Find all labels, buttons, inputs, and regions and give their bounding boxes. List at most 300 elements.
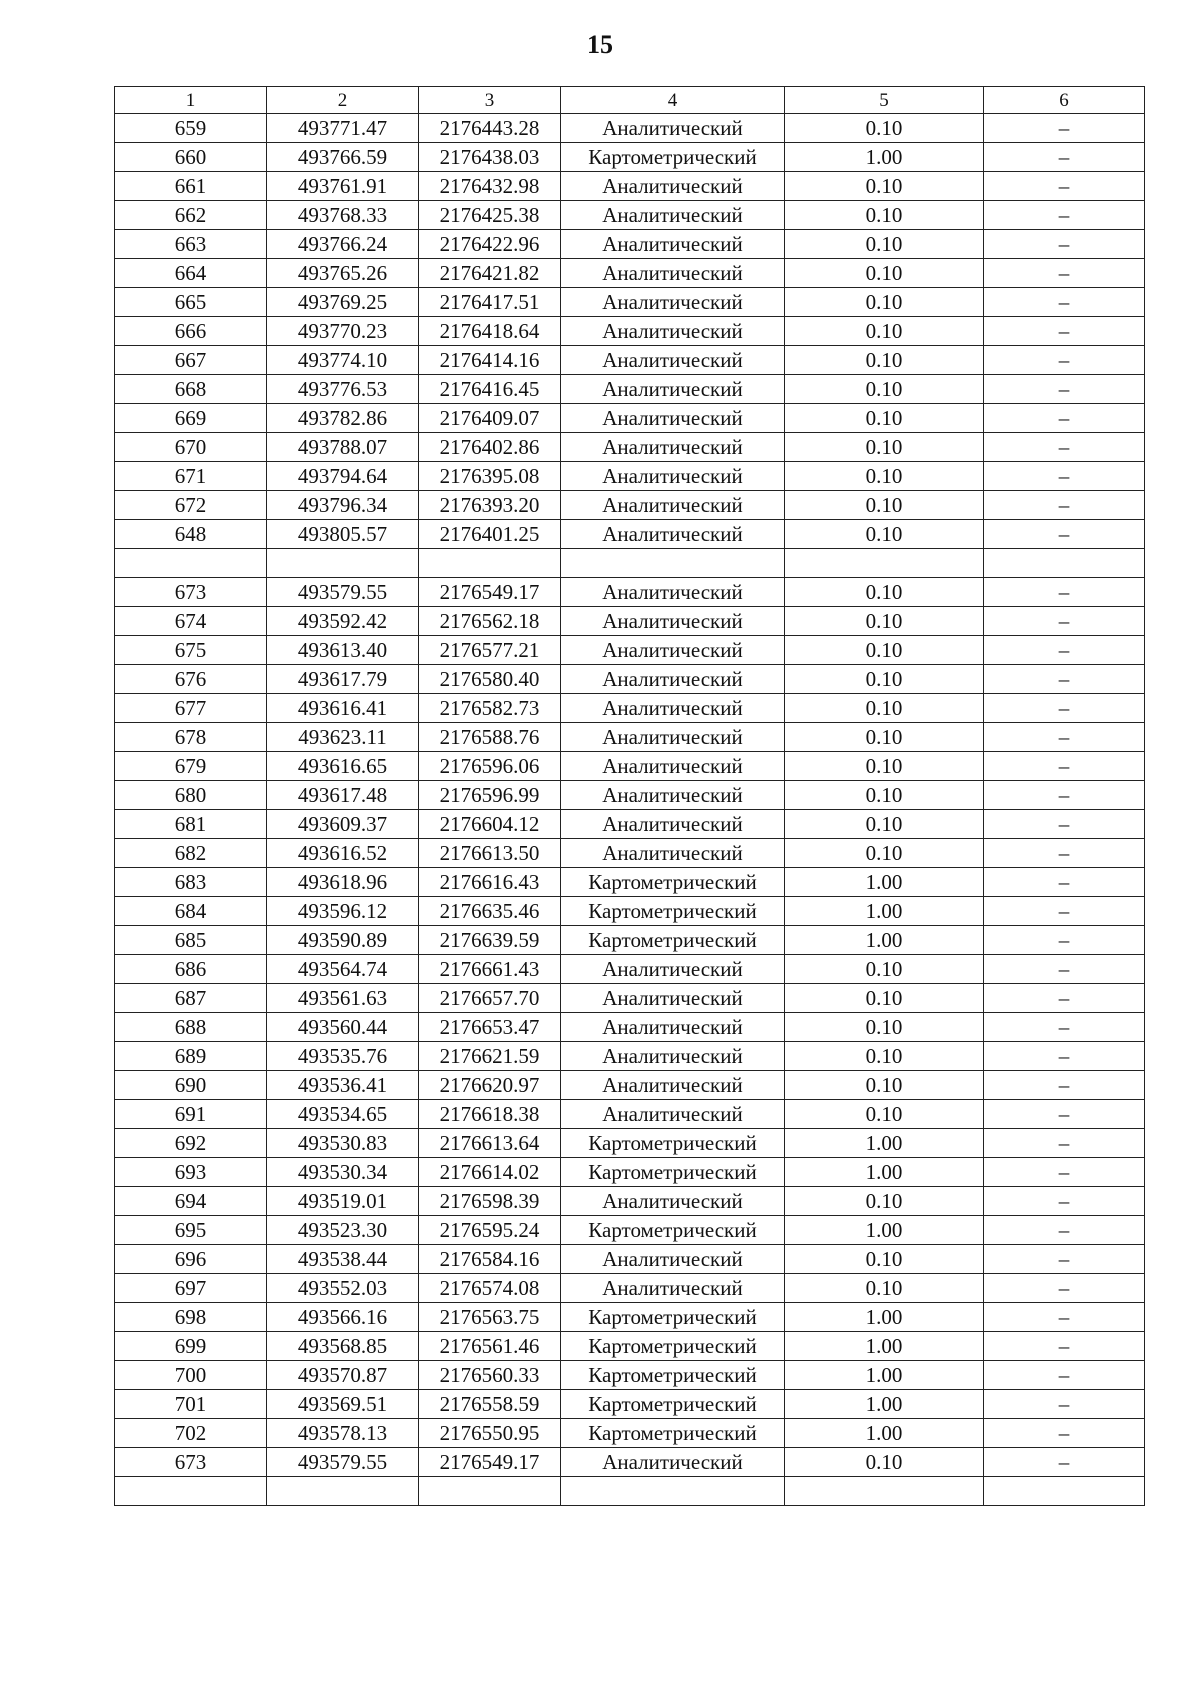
x-coordinate-cell: 493569.51 — [267, 1390, 419, 1419]
accuracy-cell: 0.10 — [785, 230, 984, 259]
table-row — [115, 549, 1145, 578]
x-coordinate-cell: 493616.65 — [267, 752, 419, 781]
table-row — [115, 578, 1145, 607]
point-number-cell: 667 — [115, 346, 267, 375]
note-cell: – — [984, 520, 1145, 549]
table-row — [115, 1129, 1145, 1158]
table-row — [115, 143, 1145, 172]
x-coordinate-cell: 493535.76 — [267, 1042, 419, 1071]
accuracy-cell: 0.10 — [785, 984, 984, 1013]
method-cell: Аналитический — [561, 1245, 785, 1274]
x-coordinate-cell: 493530.83 — [267, 1129, 419, 1158]
method-cell: Аналитический — [561, 230, 785, 259]
method-cell: Картометрический — [561, 1419, 785, 1448]
y-coordinate-cell: 2176549.17 — [419, 578, 561, 607]
point-number-cell: 677 — [115, 694, 267, 723]
y-coordinate-cell: 2176657.70 — [419, 984, 561, 1013]
x-coordinate-cell: 493769.25 — [267, 288, 419, 317]
point-number-cell: 682 — [115, 839, 267, 868]
point-number-cell: 673 — [115, 1448, 267, 1477]
point-number-cell: 694 — [115, 1187, 267, 1216]
accuracy-cell: 1.00 — [785, 868, 984, 897]
note-cell: – — [984, 1158, 1145, 1187]
x-coordinate-cell: 493538.44 — [267, 1245, 419, 1274]
point-number-cell: 681 — [115, 810, 267, 839]
x-coordinate-cell: 493519.01 — [267, 1187, 419, 1216]
x-coordinate-cell: 493566.16 — [267, 1303, 419, 1332]
note-cell: – — [984, 1245, 1145, 1274]
note-cell: – — [984, 723, 1145, 752]
note-cell: – — [984, 665, 1145, 694]
point-number-cell: 648 — [115, 520, 267, 549]
x-coordinate-cell: 493596.12 — [267, 897, 419, 926]
method-cell: Аналитический — [561, 1071, 785, 1100]
accuracy-cell: 0.10 — [785, 839, 984, 868]
note-cell: – — [984, 607, 1145, 636]
note-cell: – — [984, 1042, 1145, 1071]
method-cell: Картометрический — [561, 1303, 785, 1332]
x-coordinate-cell: 493770.23 — [267, 317, 419, 346]
y-coordinate-cell: 2176402.86 — [419, 433, 561, 462]
note-cell: – — [984, 839, 1145, 868]
accuracy-cell: 0.10 — [785, 578, 984, 607]
point-number-cell: 686 — [115, 955, 267, 984]
table-row — [115, 259, 1145, 288]
y-coordinate-cell: 2176584.16 — [419, 1245, 561, 1274]
table-row — [115, 1071, 1145, 1100]
column-header: 1 — [115, 87, 267, 114]
accuracy-cell: 0.10 — [785, 520, 984, 549]
note-cell: – — [984, 1448, 1145, 1477]
x-coordinate-cell: 493523.30 — [267, 1216, 419, 1245]
accuracy-cell: 0.10 — [785, 781, 984, 810]
x-coordinate-cell: 493776.53 — [267, 375, 419, 404]
table-row — [115, 1013, 1145, 1042]
method-cell: Аналитический — [561, 839, 785, 868]
y-coordinate-cell: 2176616.43 — [419, 868, 561, 897]
table-row — [115, 1216, 1145, 1245]
note-cell: – — [984, 375, 1145, 404]
method-cell: Аналитический — [561, 1448, 785, 1477]
accuracy-cell: 0.10 — [785, 114, 984, 143]
table-row — [115, 723, 1145, 752]
note-cell: – — [984, 1390, 1145, 1419]
point-number-cell: 680 — [115, 781, 267, 810]
point-number-cell: 687 — [115, 984, 267, 1013]
accuracy-cell: 1.00 — [785, 1129, 984, 1158]
accuracy-cell: 1.00 — [785, 926, 984, 955]
y-coordinate-cell: 2176639.59 — [419, 926, 561, 955]
method-cell: Аналитический — [561, 607, 785, 636]
point-number-cell: 691 — [115, 1100, 267, 1129]
note-cell: – — [984, 955, 1145, 984]
note-cell: – — [984, 491, 1145, 520]
y-coordinate-cell: 2176598.39 — [419, 1187, 561, 1216]
note-cell: – — [984, 781, 1145, 810]
method-cell: Аналитический — [561, 752, 785, 781]
table-row — [115, 1419, 1145, 1448]
note-cell: – — [984, 230, 1145, 259]
x-coordinate-cell: 493794.64 — [267, 462, 419, 491]
point-number-cell: 683 — [115, 868, 267, 897]
table-row — [115, 752, 1145, 781]
x-coordinate-cell: 493623.11 — [267, 723, 419, 752]
method-cell: Картометрический — [561, 1216, 785, 1245]
accuracy-cell: 0.10 — [785, 172, 984, 201]
y-coordinate-cell: 2176653.47 — [419, 1013, 561, 1042]
x-coordinate-cell — [267, 1477, 419, 1506]
y-coordinate-cell: 2176401.25 — [419, 520, 561, 549]
table-row — [115, 839, 1145, 868]
x-coordinate-cell: 493766.24 — [267, 230, 419, 259]
x-coordinate-cell: 493765.26 — [267, 259, 419, 288]
table-body — [115, 114, 1145, 1506]
y-coordinate-cell: 2176549.17 — [419, 1448, 561, 1477]
y-coordinate-cell: 2176613.50 — [419, 839, 561, 868]
point-number-cell: 664 — [115, 259, 267, 288]
table-row — [115, 317, 1145, 346]
method-cell: Картометрический — [561, 1332, 785, 1361]
note-cell: – — [984, 1419, 1145, 1448]
method-cell: Аналитический — [561, 665, 785, 694]
method-cell: Аналитический — [561, 259, 785, 288]
accuracy-cell — [785, 549, 984, 578]
table-row — [115, 375, 1145, 404]
point-number-cell: 668 — [115, 375, 267, 404]
x-coordinate-cell: 493570.87 — [267, 1361, 419, 1390]
point-number-cell: 685 — [115, 926, 267, 955]
accuracy-cell: 0.10 — [785, 404, 984, 433]
note-cell: – — [984, 433, 1145, 462]
note-cell: – — [984, 114, 1145, 143]
y-coordinate-cell: 2176561.46 — [419, 1332, 561, 1361]
y-coordinate-cell: 2176421.82 — [419, 259, 561, 288]
y-coordinate-cell: 2176580.40 — [419, 665, 561, 694]
y-coordinate-cell: 2176416.45 — [419, 375, 561, 404]
accuracy-cell: 1.00 — [785, 143, 984, 172]
note-cell: – — [984, 1274, 1145, 1303]
note-cell: – — [984, 1100, 1145, 1129]
method-cell — [561, 549, 785, 578]
method-cell: Аналитический — [561, 491, 785, 520]
table-row — [115, 114, 1145, 143]
note-cell: – — [984, 810, 1145, 839]
x-coordinate-cell: 493568.85 — [267, 1332, 419, 1361]
table-row — [115, 404, 1145, 433]
accuracy-cell: 0.10 — [785, 694, 984, 723]
method-cell: Аналитический — [561, 1187, 785, 1216]
x-coordinate-cell: 493560.44 — [267, 1013, 419, 1042]
table-row — [115, 288, 1145, 317]
note-cell: – — [984, 984, 1145, 1013]
table-row — [115, 346, 1145, 375]
accuracy-cell: 0.10 — [785, 317, 984, 346]
accuracy-cell: 0.10 — [785, 1042, 984, 1071]
x-coordinate-cell: 493530.34 — [267, 1158, 419, 1187]
accuracy-cell: 0.10 — [785, 346, 984, 375]
method-cell — [561, 1477, 785, 1506]
x-coordinate-cell: 493617.79 — [267, 665, 419, 694]
x-coordinate-cell: 493578.13 — [267, 1419, 419, 1448]
accuracy-cell: 0.10 — [785, 201, 984, 230]
point-number-cell: 693 — [115, 1158, 267, 1187]
point-number-cell: 695 — [115, 1216, 267, 1245]
table-row — [115, 984, 1145, 1013]
note-cell: – — [984, 1071, 1145, 1100]
y-coordinate-cell: 2176574.08 — [419, 1274, 561, 1303]
accuracy-cell: 0.10 — [785, 1448, 984, 1477]
table-row — [115, 1332, 1145, 1361]
method-cell: Картометрический — [561, 1361, 785, 1390]
column-header: 3 — [419, 87, 561, 114]
table-row — [115, 520, 1145, 549]
point-number-cell: 674 — [115, 607, 267, 636]
method-cell: Картометрический — [561, 143, 785, 172]
x-coordinate-cell: 493768.33 — [267, 201, 419, 230]
method-cell: Аналитический — [561, 955, 785, 984]
y-coordinate-cell: 2176562.18 — [419, 607, 561, 636]
table-row — [115, 1448, 1145, 1477]
point-number-cell: 699 — [115, 1332, 267, 1361]
accuracy-cell: 0.10 — [785, 1245, 984, 1274]
x-coordinate-cell: 493616.41 — [267, 694, 419, 723]
method-cell: Аналитический — [561, 288, 785, 317]
y-coordinate-cell: 2176588.76 — [419, 723, 561, 752]
point-number-cell: 702 — [115, 1419, 267, 1448]
method-cell: Аналитический — [561, 317, 785, 346]
accuracy-cell: 0.10 — [785, 752, 984, 781]
x-coordinate-cell: 493796.34 — [267, 491, 419, 520]
point-number-cell: 673 — [115, 578, 267, 607]
point-number-cell: 701 — [115, 1390, 267, 1419]
note-cell: – — [984, 578, 1145, 607]
y-coordinate-cell: 2176550.95 — [419, 1419, 561, 1448]
method-cell: Картометрический — [561, 1129, 785, 1158]
note-cell: – — [984, 868, 1145, 897]
x-coordinate-cell: 493592.42 — [267, 607, 419, 636]
y-coordinate-cell: 2176417.51 — [419, 288, 561, 317]
y-coordinate-cell: 2176418.64 — [419, 317, 561, 346]
note-cell — [984, 1477, 1145, 1506]
table-row — [115, 491, 1145, 520]
method-cell: Картометрический — [561, 868, 785, 897]
x-coordinate-cell: 493761.91 — [267, 172, 419, 201]
note-cell: – — [984, 404, 1145, 433]
point-number-cell: 684 — [115, 897, 267, 926]
table-row — [115, 955, 1145, 984]
accuracy-cell: 0.10 — [785, 1274, 984, 1303]
y-coordinate-cell: 2176393.20 — [419, 491, 561, 520]
x-coordinate-cell: 493805.57 — [267, 520, 419, 549]
note-cell: – — [984, 1187, 1145, 1216]
table-row — [115, 868, 1145, 897]
note-cell: – — [984, 897, 1145, 926]
method-cell: Аналитический — [561, 1013, 785, 1042]
accuracy-cell — [785, 1477, 984, 1506]
note-cell: – — [984, 1013, 1145, 1042]
table-row — [115, 665, 1145, 694]
note-cell: – — [984, 317, 1145, 346]
method-cell: Аналитический — [561, 114, 785, 143]
accuracy-cell: 0.10 — [785, 723, 984, 752]
method-cell: Аналитический — [561, 1274, 785, 1303]
y-coordinate-cell: 2176620.97 — [419, 1071, 561, 1100]
point-number-cell: 663 — [115, 230, 267, 259]
accuracy-cell: 0.10 — [785, 1187, 984, 1216]
method-cell: Картометрический — [561, 1390, 785, 1419]
x-coordinate-cell: 493609.37 — [267, 810, 419, 839]
note-cell — [984, 549, 1145, 578]
x-coordinate-cell: 493579.55 — [267, 1448, 419, 1477]
method-cell: Картометрический — [561, 1158, 785, 1187]
page-number: 15 — [587, 30, 613, 59]
accuracy-cell: 0.10 — [785, 665, 984, 694]
accuracy-cell: 0.10 — [785, 491, 984, 520]
point-number-cell: 697 — [115, 1274, 267, 1303]
x-coordinate-cell: 493617.48 — [267, 781, 419, 810]
y-coordinate-cell: 2176618.38 — [419, 1100, 561, 1129]
y-coordinate-cell — [419, 549, 561, 578]
y-coordinate-cell: 2176582.73 — [419, 694, 561, 723]
accuracy-cell: 1.00 — [785, 1332, 984, 1361]
method-cell: Картометрический — [561, 897, 785, 926]
accuracy-cell: 0.10 — [785, 1013, 984, 1042]
accuracy-cell: 0.10 — [785, 433, 984, 462]
y-coordinate-cell: 2176395.08 — [419, 462, 561, 491]
method-cell: Аналитический — [561, 723, 785, 752]
note-cell: – — [984, 1361, 1145, 1390]
point-number-cell: 696 — [115, 1245, 267, 1274]
accuracy-cell: 0.10 — [785, 259, 984, 288]
x-coordinate-cell: 493564.74 — [267, 955, 419, 984]
y-coordinate-cell: 2176422.96 — [419, 230, 561, 259]
note-cell: – — [984, 1303, 1145, 1332]
table-row — [115, 433, 1145, 462]
y-coordinate-cell: 2176414.16 — [419, 346, 561, 375]
point-number-cell: 671 — [115, 462, 267, 491]
point-number-cell: 700 — [115, 1361, 267, 1390]
table-row — [115, 1042, 1145, 1071]
method-cell: Аналитический — [561, 201, 785, 230]
table-row — [115, 1361, 1145, 1390]
accuracy-cell: 0.10 — [785, 810, 984, 839]
note-cell: – — [984, 694, 1145, 723]
point-number-cell: 672 — [115, 491, 267, 520]
note-cell: – — [984, 1216, 1145, 1245]
point-number-cell: 666 — [115, 317, 267, 346]
x-coordinate-cell: 493561.63 — [267, 984, 419, 1013]
x-coordinate-cell: 493536.41 — [267, 1071, 419, 1100]
accuracy-cell: 1.00 — [785, 1303, 984, 1332]
note-cell: – — [984, 201, 1145, 230]
table-row — [115, 694, 1145, 723]
method-cell: Аналитический — [561, 433, 785, 462]
column-header: 6 — [984, 87, 1145, 114]
accuracy-cell: 0.10 — [785, 1100, 984, 1129]
accuracy-cell: 1.00 — [785, 1419, 984, 1448]
point-number-cell: 688 — [115, 1013, 267, 1042]
y-coordinate-cell: 2176563.75 — [419, 1303, 561, 1332]
point-number-cell — [115, 1477, 267, 1506]
method-cell: Аналитический — [561, 578, 785, 607]
x-coordinate-cell: 493771.47 — [267, 114, 419, 143]
x-coordinate-cell: 493590.89 — [267, 926, 419, 955]
x-coordinate-cell: 493613.40 — [267, 636, 419, 665]
note-cell: – — [984, 172, 1145, 201]
point-number-cell: 675 — [115, 636, 267, 665]
table-row — [115, 230, 1145, 259]
y-coordinate-cell: 2176621.59 — [419, 1042, 561, 1071]
x-coordinate-cell: 493552.03 — [267, 1274, 419, 1303]
point-number-cell: 676 — [115, 665, 267, 694]
x-coordinate-cell: 493766.59 — [267, 143, 419, 172]
table-row — [115, 1245, 1145, 1274]
point-number-cell: 659 — [115, 114, 267, 143]
x-coordinate-cell: 493618.96 — [267, 868, 419, 897]
point-number-cell: 678 — [115, 723, 267, 752]
table-row — [115, 1100, 1145, 1129]
note-cell: – — [984, 288, 1145, 317]
y-coordinate-cell: 2176438.03 — [419, 143, 561, 172]
method-cell: Аналитический — [561, 1042, 785, 1071]
method-cell: Аналитический — [561, 346, 785, 375]
table-row — [115, 926, 1145, 955]
y-coordinate-cell: 2176604.12 — [419, 810, 561, 839]
table-row — [115, 897, 1145, 926]
column-header: 2 — [267, 87, 419, 114]
note-cell: – — [984, 636, 1145, 665]
table-row — [115, 1390, 1145, 1419]
accuracy-cell: 0.10 — [785, 288, 984, 317]
accuracy-cell: 1.00 — [785, 897, 984, 926]
accuracy-cell: 0.10 — [785, 607, 984, 636]
table-row — [115, 1158, 1145, 1187]
x-coordinate-cell: 493579.55 — [267, 578, 419, 607]
y-coordinate-cell: 2176577.21 — [419, 636, 561, 665]
point-number-cell — [115, 549, 267, 578]
table-row — [115, 607, 1145, 636]
point-number-cell: 679 — [115, 752, 267, 781]
point-number-cell: 692 — [115, 1129, 267, 1158]
table-row — [115, 1477, 1145, 1506]
point-number-cell: 661 — [115, 172, 267, 201]
note-cell: – — [984, 346, 1145, 375]
accuracy-cell: 0.10 — [785, 375, 984, 404]
y-coordinate-cell: 2176613.64 — [419, 1129, 561, 1158]
y-coordinate-cell: 2176443.28 — [419, 114, 561, 143]
method-cell: Аналитический — [561, 1100, 785, 1129]
y-coordinate-cell: 2176560.33 — [419, 1361, 561, 1390]
y-coordinate-cell: 2176409.07 — [419, 404, 561, 433]
method-cell: Аналитический — [561, 636, 785, 665]
accuracy-cell: 0.10 — [785, 462, 984, 491]
column-header: 4 — [561, 87, 785, 114]
y-coordinate-cell: 2176595.24 — [419, 1216, 561, 1245]
table-header-row — [115, 87, 1145, 114]
method-cell: Аналитический — [561, 375, 785, 404]
method-cell: Аналитический — [561, 984, 785, 1013]
note-cell: – — [984, 143, 1145, 172]
point-number-cell: 670 — [115, 433, 267, 462]
note-cell: – — [984, 462, 1145, 491]
y-coordinate-cell: 2176614.02 — [419, 1158, 561, 1187]
point-number-cell: 690 — [115, 1071, 267, 1100]
method-cell: Аналитический — [561, 781, 785, 810]
accuracy-cell: 0.10 — [785, 636, 984, 665]
table-row — [115, 1274, 1145, 1303]
table-row — [115, 462, 1145, 491]
y-coordinate-cell: 2176635.46 — [419, 897, 561, 926]
